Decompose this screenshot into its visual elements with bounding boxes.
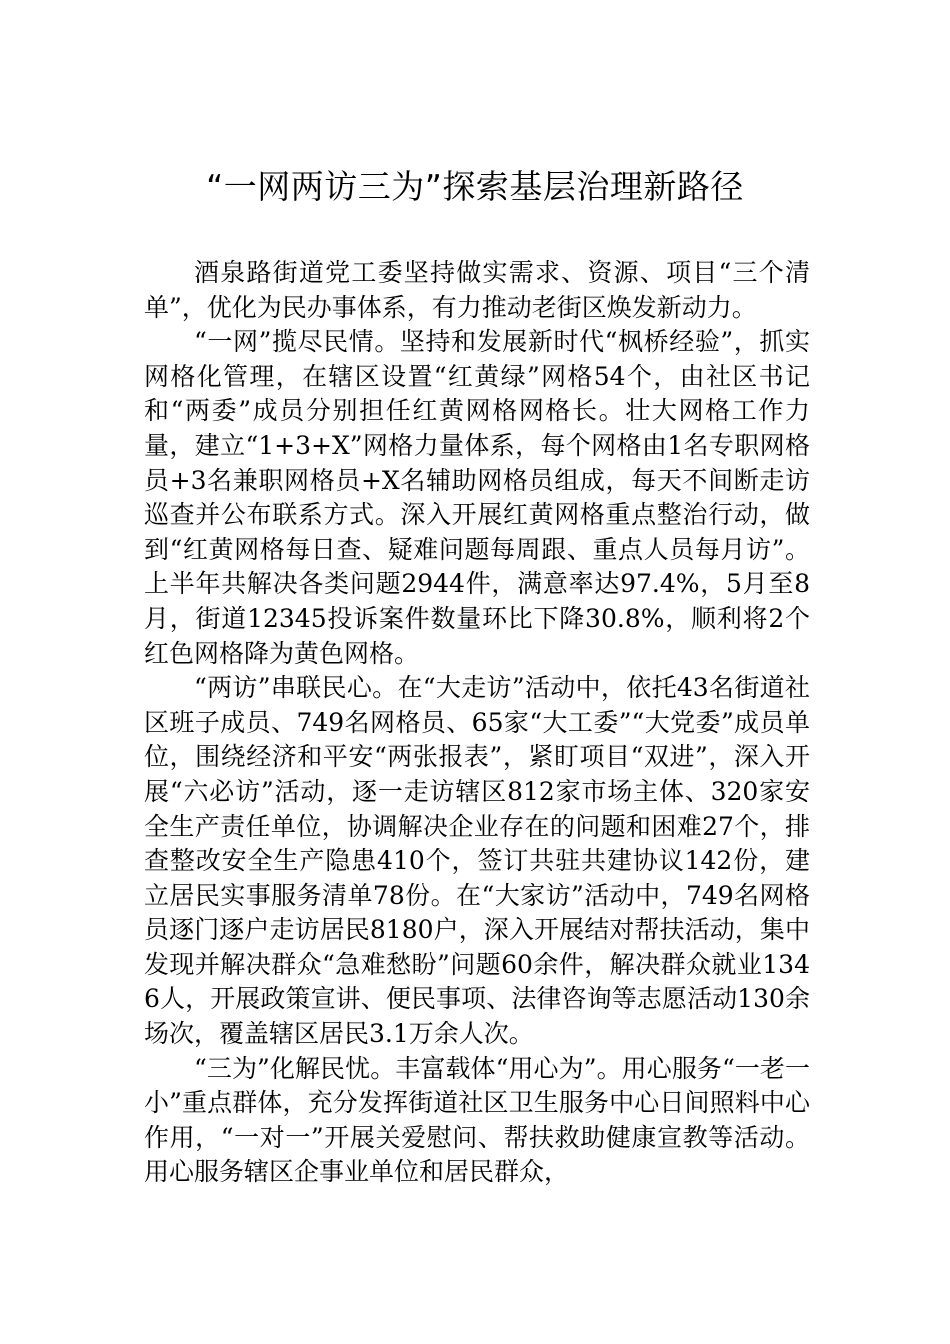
paragraph-intro: 酒泉路街道党工委坚持做实需求、资源、项目“三个清单”，优化为民办事体系，有力推动老街区焕发新动力。 — [144, 258, 810, 322]
document-title: “一网两访三为”探索基层治理新路径 — [206, 167, 744, 206]
document-body — [144, 256, 810, 1190]
paragraph-two-visits: “两访”串联民心。在“大走访”活动中，依托43名街道社区班子成员、749名网格员、65家“大工委”“大党委”成员单位，围绕经济和平安“两张报表”，紧盯项目“双进”，深入开展“六必访”活动，逐一走访辖区812家市场主体、320家安全生产责任单位，协调解决企业存在的问题和困难27个，排查整改安全生产隐患410个，签订共驻共建协议142份，建立居民实事服务清单78份。在“大家访”活动中，749名网格员逐门逐户走访居民8180户，深入开展结对帮扶活动，集中发现并解决群众“急难愁盼”问题60余件，解决群众就业1346人，开展政策宣讲、便民事项、法律咨询等志愿活动130余场次，覆盖辖区居民3.1万余人次。 — [144, 673, 810, 1049]
paragraph-one-network: “一网”揽尽民情。坚持和发展新时代“枫桥经验”，抓实网格化管理，在辖区设置“红黄绿”网格54个，由社区书记和“两委”成员分别担任红黄网格网格长。壮大网格工作力量，建立“1+3+X”网格力量体系，每个网格由1名专职网格员+3名兼职网格员+X名辅助网格员组成，每天不间断走访巡查并公布联系方式。深入开展红黄网格重点整治行动，做到“红黄网格每日查、疑难问题每周跟、重点人员每月访”。上半年共解决各类问题2944件，满意率达97.4%，5月至8月，街道12345投诉案件数量环比下降30.8%，顺利将2个红色网格降为黄色网格。 — [144, 327, 811, 668]
paragraph-three-acts: “三为”化解民忧。丰富载体“用心为”。用心服务“一老一小”重点群体，充分发挥街道社区卫生服务中心日间照料中心作用，“一对一”开展关爱慰问、帮扶救助健康宣教等活动。用心服务辖区企事业单位和居民群众， — [144, 1053, 810, 1187]
